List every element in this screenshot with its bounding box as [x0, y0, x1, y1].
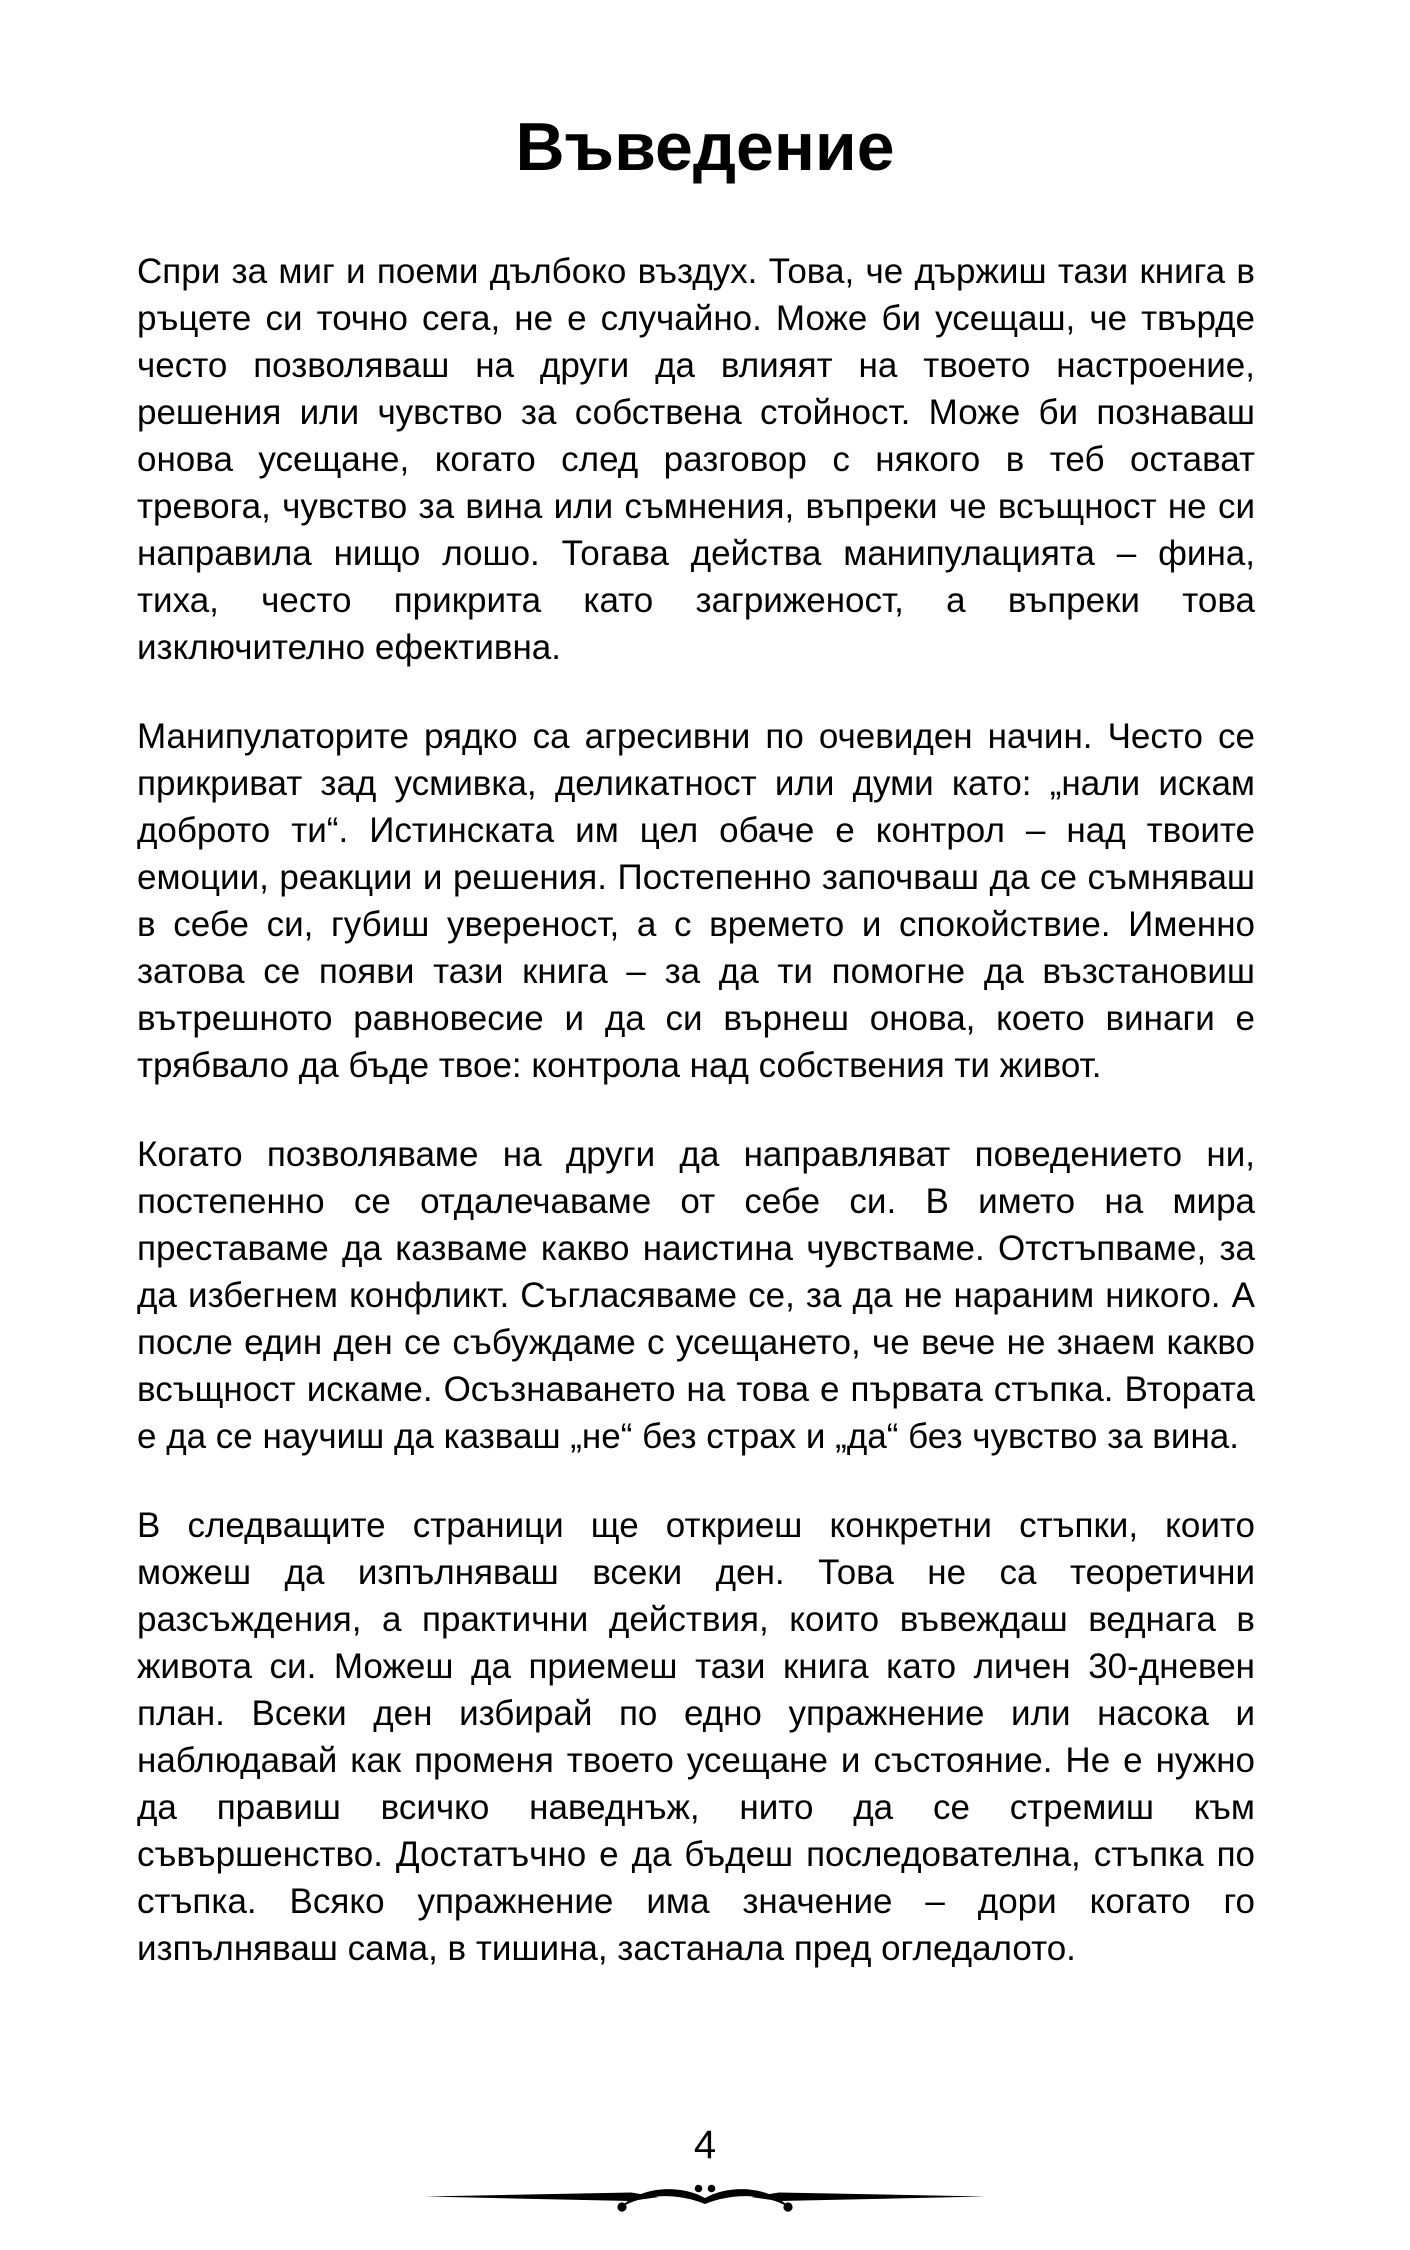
- page-number: 4: [693, 2123, 717, 2167]
- page-footer: [0, 2123, 1410, 2222]
- paragraph-1: Спри за миг и поеми дълбоко въздух. Това, че държиш тази книга в ръцете си точно сега, не е случайно. Може би усещаш, че твърде често позволяваш на други да влияят на твоето настроение, решения или чувство за собствена стойност. Може би познаваш онова усещане, когато след разговор с някого в теб остават тревога, чувство за вина или съмнения, въпреки че всъщност не си направила нищо лошо. Тогава действа манипулацията – фина, тиха, често прикрита като загриженост, а въпреки това изключително ефективна.: [137, 252, 1255, 667]
- paragraph-2: Манипулаторите рядко са агресивни по очевиден начин. Често се прикриват зад усмивка, деликатност или думи като: „нали искам доброто ти“. Истинската им цел обаче е контрол – над твоите емоции, реакции и решения. Постепенно започваш да се съмняваш в себе си, губиш увереност, а с времето и спокойствие. Именно затова се появи тази книга – за да ти помогне да възстановиш вътрешното равновесие и да си върнеш онова, което винаги е трябвало да бъде твое: контрола над собствения ти живот.: [137, 717, 1255, 1085]
- ornament-divider-icon: [425, 2174, 985, 2222]
- paragraph-4: В следващите страници ще откриеш конкретни стъпки, които можеш да изпълняваш всеки ден. Това не са теоретични разсъждения, а практични действия, които въвеждаш веднага в живота си. Можеш да приемеш тази книга като личен 30-дневен план. Всеки ден избирай по едно упражнение или насока и наблюдавай как променя твоето усещане и състояние. Не е нужно да правиш всичко наведнъж, нито да се стремиш към съвършенство. Достатъчно е да бъдеш последователна, стъпка по стъпка. Всяко упражнение има значение – дори когато го изпълняваш сама, в тишина, застанала пред огледалото.: [137, 1506, 1255, 1968]
- page-body: [137, 248, 1255, 1972]
- paragraph-3: Когато позволяваме на други да направляват поведението ни, постепенно се отдалечаваме от себе си. В името на мира преставаме да казваме какво наистина чувстваме. Отстъпваме, за да избегнем конфликт. Съгласяваме се, за да не нараним никого. А после един ден се събуждаме с усещането, че вече не знаем какво всъщност искаме. Осъзнаването на това е първата стъпка. Втората е да се научиш да казваш „не“ без страх и „да“ без чувство за вина.: [137, 1135, 1255, 1456]
- page-title: Въведение: [515, 109, 895, 185]
